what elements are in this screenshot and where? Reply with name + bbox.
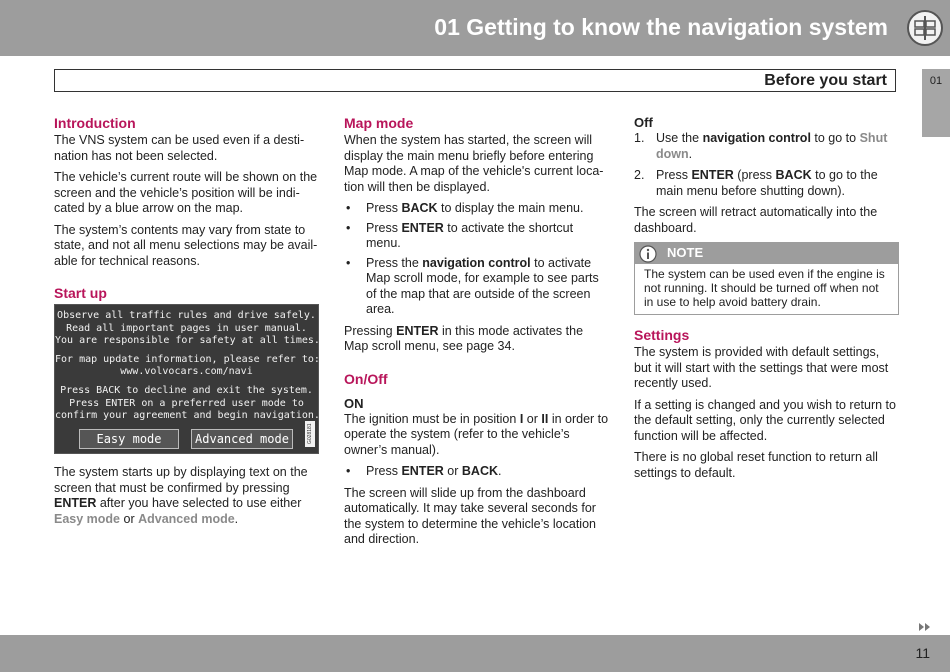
slide-paragraph: The screen will slide up from the dashboard automatically. It may take several seconds for the system to determine the vehicle’s location and direction. xyxy=(344,485,596,546)
page-number: 11 xyxy=(915,645,930,661)
list-item xyxy=(344,256,609,318)
settings-paragraph-3: There is no global reset function to return all settings to default. xyxy=(634,450,878,480)
enter-key-label: ENTER xyxy=(401,464,444,478)
pressing-paragraph xyxy=(344,324,609,355)
list-item xyxy=(344,464,609,480)
ignition-position-label: I xyxy=(519,411,524,426)
startup-text-2: after you have selected to use either xyxy=(99,496,302,510)
step-text: . xyxy=(688,146,693,161)
screen-line: Press ENTER on a preferred user mode to xyxy=(69,397,304,409)
paragraph-text: Pressing xyxy=(344,323,393,338)
ignition-position-label: II xyxy=(541,411,549,426)
easy-mode-label: Easy mode xyxy=(54,511,121,526)
list-item xyxy=(344,201,609,217)
settings-paragraph-1: The system is provided with default settings, but it will start with the settings that were most recently used. xyxy=(634,345,889,390)
double-arrow-right-icon[interactable] xyxy=(918,619,932,629)
bullet-text: or xyxy=(447,464,459,478)
back-key-label: BACK xyxy=(401,201,438,215)
section-title: Before you start xyxy=(764,72,887,89)
chapter-title: 01 Getting to know the navigation system xyxy=(434,14,888,40)
enter-key-label: ENTER xyxy=(401,220,444,235)
intro-paragraph-1: The VNS system can be used even if a desti-nation has not been selected. xyxy=(54,133,305,163)
shut-down-label: Shut down xyxy=(656,131,888,161)
on-subheading: ON xyxy=(344,395,364,411)
advanced-mode-label: Advanced mode xyxy=(138,511,235,526)
easy-mode-button: Easy mode xyxy=(79,429,179,449)
bullet-text: . xyxy=(498,464,502,478)
mapmode-bullet-list xyxy=(344,201,609,318)
settings-heading: Settings xyxy=(634,327,690,343)
startup-text-1: The system starts up by displaying text on the screen that must be confirmed by pressing xyxy=(54,465,308,495)
ignition-paragraph xyxy=(344,412,609,459)
screen-line: www.volvocars.com/navi xyxy=(120,366,253,378)
startup-or: or xyxy=(123,511,135,526)
step-number: 2. xyxy=(634,168,645,182)
advanced-mode-button: Advanced mode xyxy=(191,429,293,449)
mapmode-paragraph: When the system has started, the screen will display the main menu briefly before entering Map mode. A map of the vehicle's current loca-tion will then be displayed. xyxy=(344,133,604,194)
step-text: to go to the main menu before shutting down). xyxy=(656,168,878,198)
back-key-label: BACK xyxy=(461,464,499,478)
bullet-text: Press the xyxy=(366,255,419,270)
enter-key-label: ENTER xyxy=(396,323,439,338)
column-right xyxy=(634,115,899,487)
header-bar xyxy=(0,0,950,56)
bullet-text: Press xyxy=(366,201,398,215)
chapter-tab xyxy=(922,69,950,137)
bullet-text: to display the main menu. xyxy=(441,201,584,215)
step-text: Use the xyxy=(656,131,700,145)
startup-paragraph xyxy=(54,465,319,527)
screen-line: Press BACK to decline and exit the system. xyxy=(60,384,313,396)
screen-line: Read all important pages in user manual. xyxy=(66,322,307,334)
step-text: to go to xyxy=(814,131,857,145)
note-text: The system can be used even if the engine is not running. It should be turned off when not in use to help avoid battery drain. xyxy=(644,267,885,309)
navigation-control-label: navigation control xyxy=(422,255,531,270)
introduction-heading: Introduction xyxy=(54,115,136,131)
bullet-text: to activate the shortcut menu. xyxy=(366,220,574,250)
footer-bar xyxy=(0,635,950,672)
intro-paragraph-3: The system’s contents may vary from state to state, and not all menu selections may be avail-able for technical reasons. xyxy=(54,222,318,268)
off-steps-list xyxy=(634,131,899,199)
list-item xyxy=(344,221,609,252)
info-icon xyxy=(639,245,657,263)
navigation-system-icon xyxy=(905,7,945,49)
paragraph-text: The ignition must be in position xyxy=(344,411,517,426)
step-text: Press xyxy=(656,168,688,182)
enter-key-label: ENTER xyxy=(691,168,734,182)
startup-screen-image xyxy=(54,304,319,454)
mapmode-heading: Map mode xyxy=(344,115,414,131)
startup-period: . xyxy=(234,511,239,526)
onoff-heading: On/Off xyxy=(344,370,388,387)
screen-line: For map update information, please refer to: xyxy=(55,353,320,365)
step-number: 1. xyxy=(634,131,645,145)
settings-paragraph-2: If a setting is changed and you wish to return to the default setting, only the currently selected function will be affected. xyxy=(634,397,896,443)
image-code: G028181 xyxy=(305,421,315,447)
section-header xyxy=(54,69,896,92)
bullet-text: to activate Map scroll mode, for example to see parts of the map that are outside of the screen area. xyxy=(366,255,599,316)
list-item xyxy=(634,131,899,162)
off-subheading: Off xyxy=(634,115,653,130)
screen-line: confirm your agreement and begin navigation. xyxy=(55,410,320,422)
step-text: (press xyxy=(737,168,773,182)
screen-line: Observe all traffic rules and drive safely. xyxy=(57,310,316,321)
bullet-text: Press xyxy=(366,464,398,478)
chapter-tab-number: 01 xyxy=(929,75,943,87)
back-key-label: BACK xyxy=(775,168,812,182)
column-left xyxy=(54,115,319,533)
bullet-text: Press xyxy=(366,220,398,235)
intro-paragraph-2: The vehicle’s current route will be shown on the screen and the vehicle’s position will be indi-cated by a blue arrow on the map. xyxy=(54,170,318,215)
note-box xyxy=(634,242,899,315)
startup-heading: Start up xyxy=(54,285,107,301)
note-header xyxy=(635,243,898,264)
column-middle xyxy=(344,115,609,554)
navigation-control-label: navigation control xyxy=(702,131,811,145)
paragraph-text: in order to operate the system (refer to the vehicle’s owner’s manual). xyxy=(344,411,609,457)
retract-paragraph: The screen will retract automatically into the dashboard. xyxy=(634,205,878,235)
screen-line: You are responsible for safety at all times. xyxy=(55,335,320,347)
on-bullet-list xyxy=(344,464,609,480)
enter-key-label: ENTER xyxy=(54,496,97,510)
paragraph-text: or xyxy=(526,411,538,426)
list-item xyxy=(634,168,899,199)
paragraph-text: in this mode activates the Map scroll menu, see page 34. xyxy=(344,323,584,353)
note-label: NOTE xyxy=(667,245,704,260)
